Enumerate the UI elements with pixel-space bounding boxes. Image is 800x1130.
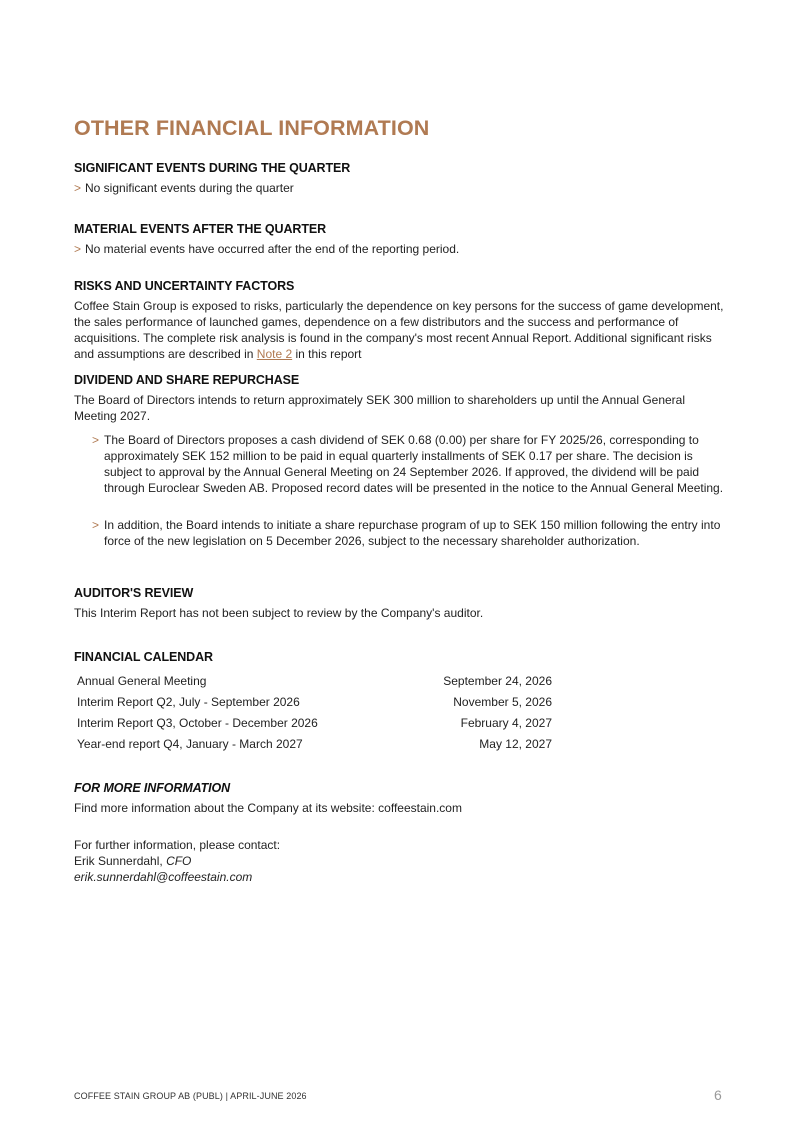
bullet-marker: > [92,518,100,532]
calendar-row [77,694,552,710]
calendar-heading: FINANCIAL CALENDAR [74,650,213,664]
risks-paragraph [74,298,726,362]
auditor-text: This Interim Report has not been subject to review by the Company's auditor. [74,606,484,620]
contact-name: Erik Sunnerdahl, [74,854,163,868]
dividend-intro: The Board of Directors intends to return approximately SEK 300 million to shareholders up until the Annual General Meeting 2027. [74,393,686,423]
calendar-row [77,736,552,752]
calendar-event: Year-end report Q4, January - March 2027 [77,737,303,751]
auditor-heading: AUDITOR'S REVIEW [74,586,194,600]
calendar-date: February 4, 2027 [460,716,552,730]
dividend-bullet-2 [92,517,732,549]
calendar-event: Interim Report Q3, October - December 2026 [77,716,318,730]
calendar-row [77,715,552,731]
contact-email[interactable]: erik.sunnerdahl@coffeestain.com [74,870,253,884]
material-events-heading: MATERIAL EVENTS AFTER THE QUARTER [74,222,327,236]
material-events-bullet [74,241,724,257]
bullet-text: The Board of Directors proposes a cash dividend of SEK 0.68 (0.00) per share for FY 2025/26, corresponding to approximately SEK 152 million to be paid in equal quarterly installments of SEK 0.17 per share. The decision is subject to approval by the Annual General Meeting on 24 September 2026. If approved, the dividend will be paid through Euroclear Sweden AB. Proposed record dates will be presented in the notice to the Annual General Meeting. [104,433,724,495]
footer-company: COFFEE STAIN GROUP AB (PUBL) | APRIL-JUNE 2026 [74,1091,307,1101]
dividend-heading: DIVIDEND AND SHARE REPURCHASE [74,373,300,387]
contact-name-line [74,853,724,869]
calendar-event: Interim Report Q2, July - September 2026 [77,695,300,709]
calendar-date: November 5, 2026 [453,695,552,709]
page-number: 6 [714,1087,722,1103]
significant-events-bullet [74,180,724,196]
calendar-row [77,673,552,689]
bullet-text: No material events have occurred after the end of the reporting period. [85,242,460,256]
bullet-text: No significant events during the quarter [85,181,294,195]
risks-text-after: in this report [292,347,362,361]
more-info-heading: FOR MORE INFORMATION [74,781,231,795]
risks-heading: RISKS AND UNCERTAINTY FACTORS [74,279,295,293]
calendar-event: Annual General Meeting [77,674,207,688]
significant-events-heading: SIGNIFICANT EVENTS DURING THE QUARTER [74,161,351,175]
bullet-text: In addition, the Board intends to initiate a share repurchase program of up to SEK 150 million following the entry into force of the new legislation on 5 December 2026, subject to the necessary shareholder authorization. [104,518,721,548]
bullet-marker: > [74,242,82,256]
bullet-marker: > [92,433,100,447]
page-title: OTHER FINANCIAL INFORMATION [74,116,430,140]
risks-text: Coffee Stain Group is exposed to risks, particularly the dependence on key persons for the success of game development, the sales performance of launched games, dependence on a few distributors and the success and performance of acquisitions. The complete risk analysis is found in the company's most recent Annual Report. Additional significant risks and assumptions are described in [74,299,724,361]
website-text: Find more information about the Company at its website: coffeestain.com [74,801,462,815]
contact-intro: For further information, please contact: [74,838,281,852]
note-2-link[interactable]: Note 2 [256,347,293,361]
calendar-date: May 12, 2027 [479,737,552,751]
calendar-date: September 24, 2026 [443,674,552,688]
bullet-marker: > [74,181,82,195]
contact-role: CFO [166,854,192,868]
dividend-bullet-1 [92,432,728,496]
